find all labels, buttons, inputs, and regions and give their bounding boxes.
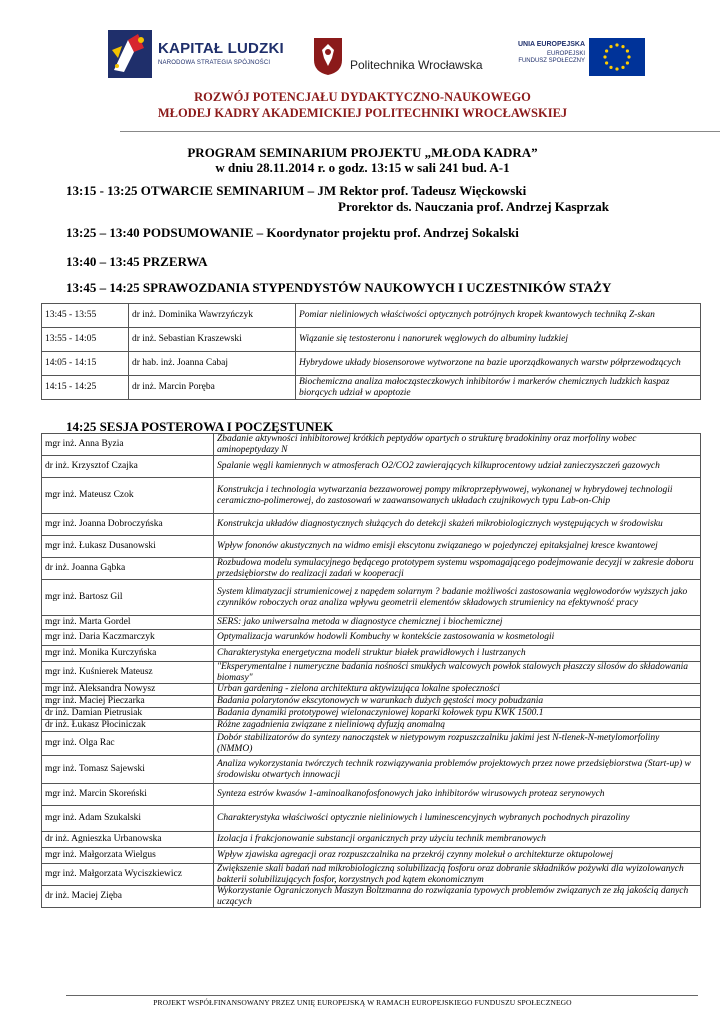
header-divider: [120, 131, 720, 132]
poster-author: mgr inż. Mateusz Czok: [42, 478, 214, 514]
poster-author: mgr inż. Monika Kurczyńska: [42, 646, 214, 662]
table-row: [42, 478, 701, 514]
report-topic: Pomiar nieliniowych właściwości optycznych potrójnych kropek kwantowych techniką Z-skan: [296, 304, 701, 328]
poster-topic: Różne zagadnienia związane z nieliniową dyfuzją anomalną: [214, 720, 701, 732]
table-row: [42, 456, 701, 478]
report-topic: Hybrydowe układy biosensorowe wytworzone na bazie uporządkowanych warstw półprzewodzących: [296, 352, 701, 376]
poster-author: mgr inż. Daria Kaczmarczyk: [42, 630, 214, 646]
poster-topic: Badania polarytonów ekscytonowych w warunkach dużych gęstości mocy pobudzania: [214, 696, 701, 708]
poster-topic: Wpływ fononów akustycznych na widmo emisji ekscytonu związanego w pojedynczej epitaksjalnej kresce kwantowej: [214, 536, 701, 558]
poster-author: dr inż. Maciej Zięba: [42, 886, 214, 908]
poster-author: mgr inż. Aleksandra Nowysz: [42, 684, 214, 696]
table-row: [42, 514, 701, 536]
poster-author: mgr inż. Maciej Pieczarka: [42, 696, 214, 708]
footer-divider: [66, 995, 698, 996]
poster-topic: Charakterystyka energetyczna modeli struktur białek prawidłowych i lustrzanych: [214, 646, 701, 662]
kapital-ludzki-emblem: [108, 30, 152, 78]
table-row: [42, 832, 701, 848]
table-row: [42, 616, 701, 630]
poster-author: dr inż. Agnieszka Urbanowska: [42, 832, 214, 848]
politechnika-crest-icon: [312, 36, 344, 76]
poster-topic: Optymalizacja warunków hodowli Kombuchy w kontekście zastosowania w kosmetologii: [214, 630, 701, 646]
poster-topic: Charakterystyka właściwości optycznie nieliniowych i luminescencyjnych wybranych pochodnych pirazoliny: [214, 806, 701, 832]
agenda-break: 13:40 – 13:45 PRZERWA: [66, 254, 208, 269]
table-row: [42, 720, 701, 732]
poster-topic: Izolacja i frakcjonowanie substancji organicznych przy użyciu technik membranowych: [214, 832, 701, 848]
poster-topic: Zbadanie aktywności inhibitorowej krótkich peptydów opartych o strukturę bradokininy oraz morfoliny wobec aminopeptydazy N: [214, 434, 701, 456]
poster-topic: Dobór stabilizatorów do syntezy nanocząstek w nietypowym rozpuszczalniku jakimi jest N-tlenek-N-metylomorfoliny (NMMO): [214, 732, 701, 756]
politechnika-logo: [312, 36, 492, 82]
politechnika-name: Politechnika Wrocławska: [350, 58, 483, 72]
eu-logo: [505, 38, 645, 78]
poster-author: dr inż. Joanna Gąbka: [42, 558, 214, 580]
agenda-poster-session: 14:25 SESJA POSTEROWA I POCZĘSTUNEK: [66, 419, 334, 434]
poster-author: dr inż. Krzysztof Czajka: [42, 456, 214, 478]
table-row: [42, 662, 701, 684]
poster-author: mgr inż. Anna Byzia: [42, 434, 214, 456]
poster-topic: Rozbudowa modelu symulacyjnego będącego prototypem systemu wspomagającego podejmowanie decyzji w zakresie doboru przedsiębiorstw do realizacji zadań w kooperacji: [214, 558, 701, 580]
table-row: [42, 864, 701, 886]
header-logos: [0, 0, 725, 90]
poster-author: mgr inż. Łukasz Dusanowski: [42, 536, 214, 558]
kapital-ludzki-title: KAPITAŁ LUDZKI: [158, 40, 284, 57]
table-row: [42, 376, 701, 400]
table-row: [42, 684, 701, 696]
agenda-opening: 13:15 - 13:25 OTWARCIE SEMINARIUM – JM Rektor prof. Tadeusz Więckowski: [66, 183, 527, 198]
poster-author: mgr inż. Adam Szukalski: [42, 806, 214, 832]
table-row: [42, 806, 701, 832]
poster-topic: "Eksperymentalne i numeryczne badania nośności smukłych walcowych powłok stalowych płaszczy silosów do składowania biomasy": [214, 662, 701, 684]
report-time: 13:55 - 14:05: [42, 328, 129, 352]
report-speaker: dr inż. Marcin Poręba: [129, 376, 296, 400]
table-row: [42, 328, 701, 352]
program-subtitle: w dniu 28.11.2014 r. o godz. 13:15 w sali 241 bud. A-1: [215, 160, 510, 175]
eu-subtitle-line1: EUROPEJSKI: [546, 51, 585, 57]
poster-topic: Wykorzystanie Ograniczonych Maszyn Boltzmanna do rozwiązania typowych problemów związanych ze złą jakością danych uczących: [214, 886, 701, 908]
agenda-reports: 13:45 – 14:25 SPRAWOZDANIA STYPENDYSTÓW NAUKOWYCH I UCZESTNIKÓW STAŻY: [66, 280, 612, 295]
poster-topic: Analiza wykorzystania twórczych technik rozwiązywania problemów projektowych przez nowe przedsiębiorstwa (Start-up) w środowisku otwartych innowacji: [214, 756, 701, 784]
table-row: [42, 886, 701, 908]
table-row: [42, 732, 701, 756]
table-row: [42, 696, 701, 708]
kapital-ludzki-logo: [108, 30, 288, 82]
project-title-line2: MŁODEJ KADRY AKADEMICKIEJ POLITECHNIKI WROCŁAWSKIEJ: [157, 106, 568, 120]
table-row: [42, 848, 701, 864]
poster-author: mgr inż. Joanna Dobroczyńska: [42, 514, 214, 536]
poster-author: mgr inż. Małgorzata Wielgus: [42, 848, 214, 864]
agenda-opening-2: Prorektor ds. Nauczania prof. Andrzej Kasprzak: [338, 199, 609, 214]
eu-title: UNIA EUROPEJSKA: [517, 41, 585, 48]
report-speaker: dr hab. inż. Joanna Cabaj: [129, 352, 296, 376]
table-row: [42, 434, 701, 456]
poster-topic: Konstrukcja i technologia wytwarzania bezzaworowej pompy mikroprzepływowej, wykonanej w hybrydowej technologii ceramiczno-polimerowej, do zastosowań w zaawansowanych układach czujnikowych typu Lab-on-Chip: [214, 478, 701, 514]
table-row: [42, 558, 701, 580]
poster-topic: System klimatyzacji strumienicowej z napędem solarnym ? badanie możliwości zastosowania węglowodorów wyższych jako czynników roboczych oraz analiza wpływu geometrii elementów składowych strumienicy na efektywność pracy: [214, 580, 701, 616]
footer-text: PROJEKT WSPÓŁFINANSOWANY PRZEZ UNIĘ EUROPEJSKĄ W RAMACH EUROPEJSKIEGO FUNDUSZU SPOŁECZNEGO: [153, 998, 572, 1007]
poster-topic: Spalanie węgli kamiennych w atmosferach O2/CO2 zawierających kilkuprocentowy udział zanieczyszczeń gazowych: [214, 456, 701, 478]
agenda-summary: 13:25 – 13:40 PODSUMOWANIE – Koordynator projektu prof. Andrzej Sokalski: [66, 225, 519, 240]
eu-subtitle-line2: FUNDUSZ SPOŁECZNY: [518, 58, 585, 64]
poster-topic: Synteza estrów kwasów 1-aminoalkanofosfonowych jako inhibitorów wirusowych proteaz serynowych: [214, 784, 701, 806]
table-row: [42, 784, 701, 806]
report-speaker: dr inż. Dominika Wawrzyńczyk: [129, 304, 296, 328]
table-row: [42, 708, 701, 720]
table-row: [42, 580, 701, 616]
poster-topic: SERS: jako uniwersalna metoda w diagnostyce chemicznej i biochemicznej: [214, 616, 701, 630]
report-speaker: dr inż. Sebastian Kraszewski: [129, 328, 296, 352]
eu-subtitle: [505, 51, 585, 65]
table-row: [42, 646, 701, 662]
kapital-ludzki-subtitle: NARODOWA STRATEGIA SPÓJNOŚCI: [158, 60, 271, 66]
poster-topic: Zwiększenie skali badań nad mikrobiologiczną solubilizacją fosforu oraz dobranie składników pożywki dla wyizolowanych bakterii solubilizujących fosfor, korzystnych pod kątem ekonomicznym: [214, 864, 701, 886]
poster-topic: Urban gardening - zielona architektura aktywizująca lokalne społeczności: [214, 684, 701, 696]
table-row: [42, 352, 701, 376]
poster-author: mgr inż. Tomasz Sajewski: [42, 756, 214, 784]
poster-author: dr inż. Damian Pietrusiak: [42, 708, 214, 720]
poster-author: mgr inż. Bartosz Gil: [42, 580, 214, 616]
table-row: [42, 630, 701, 646]
report-time: 14:05 - 14:15: [42, 352, 129, 376]
poster-author: mgr inż. Marta Gordel: [42, 616, 214, 630]
reports-table: [41, 303, 701, 400]
posters-table: [41, 433, 701, 908]
report-time: 13:45 - 13:55: [42, 304, 129, 328]
poster-author: mgr inż. Marcin Skoreński: [42, 784, 214, 806]
poster-topic: Badania dynamiki prototypowej wielonaczyniowej koparki kołowek typu KWK 1500.1: [214, 708, 701, 720]
poster-topic: Konstrukcja układów diagnostycznych służących do detekcji skażeń mikrobiologicznych występujących w środowisku: [214, 514, 701, 536]
poster-topic: Wpływ zjawiska agregacji oraz rozpuszczalnika na przekrój czynny molekuł o architekturze oktupolowej: [214, 848, 701, 864]
report-topic: Wiązanie się testosteronu i nanorurek węglowych do albuminy ludzkiej: [296, 328, 701, 352]
eu-flag-icon: [589, 38, 645, 76]
poster-author: mgr inż. Kuśnierek Mateusz: [42, 662, 214, 684]
poster-author: mgr inż. Olga Rac: [42, 732, 214, 756]
program-title: PROGRAM SEMINARIUM PROJEKTU „MŁODA KADRA”: [187, 145, 538, 160]
table-row: [42, 536, 701, 558]
poster-author: dr inż. Łukasz Płociniczak: [42, 720, 214, 732]
report-topic: Biochemiczna analiza małocząsteczkowych inhibitorów i markerów chemicznych ludzkich kaspaz biorących udział w apoptozie: [296, 376, 701, 400]
table-row: [42, 304, 701, 328]
report-time: 14:15 - 14:25: [42, 376, 129, 400]
project-title-line1: ROZWÓJ POTENCJAŁU DYDAKTYCZNO-NAUKOWEGO: [194, 90, 531, 104]
poster-author: mgr inż. Małgorzata Wyciszkiewicz: [42, 864, 214, 886]
table-row: [42, 756, 701, 784]
